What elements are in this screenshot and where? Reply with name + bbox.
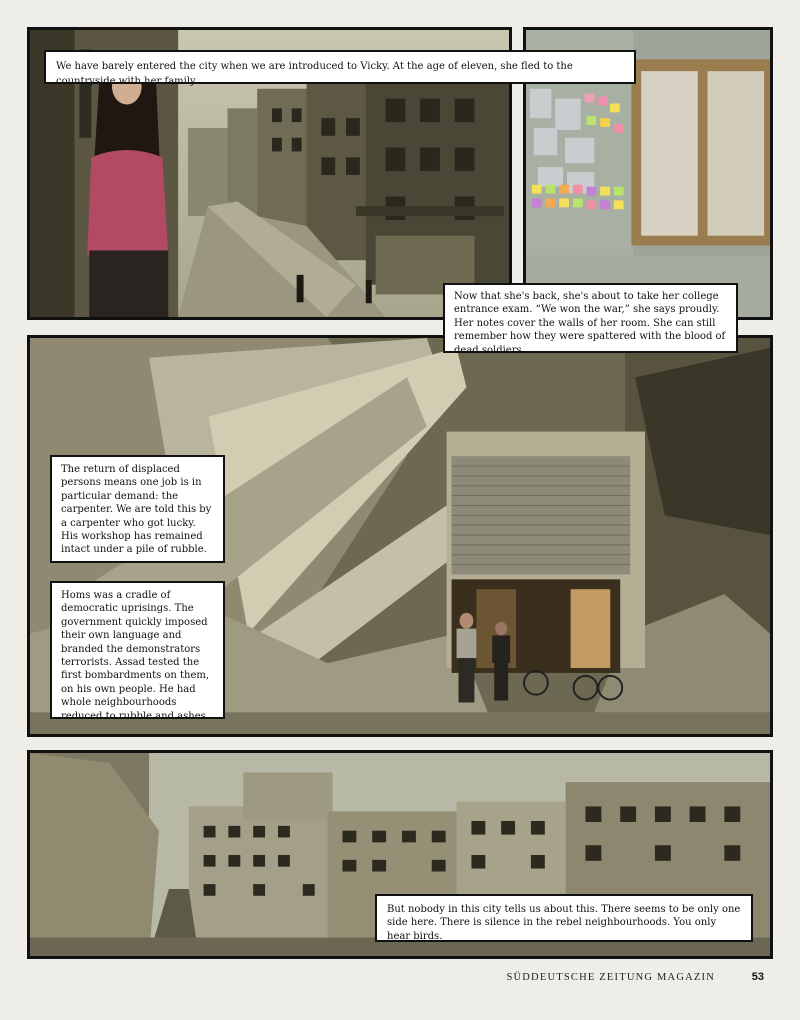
caption-carpenter: The return of displaced persons means one job is in particular demand: the carpenter. We are told this by a carpenter who got lucky. His workshop has remained intact under a pile of rubble. xyxy=(50,455,225,563)
caption-college-exam: Now that she's back, she's about to take her college entrance exam. “We won the war,” she says proudly. Her notes cover the walls of her room. She can still remember how they were spattered with the blood of dead soldiers. xyxy=(443,283,738,353)
panel-vicky-street xyxy=(27,27,573,320)
caption-vicky-intro: We have barely entered the city when we are introduced to Vicky. At the age of eleven, she fled to the countryside with her family. xyxy=(44,50,636,84)
caption-rebel-silence: But nobody in this city tells us about this. There seems to be only one side here. There is silence in the rebel neighbourhoods. You only hear birds. xyxy=(375,894,753,942)
panel-ruined-skyline xyxy=(27,750,773,959)
panel-carpenter-workshop xyxy=(27,335,773,737)
page-footer xyxy=(0,972,800,992)
page-number: 53 xyxy=(751,971,764,983)
magazine-name: SÜDDEUTSCHE ZEITUNG MAGAZIN xyxy=(506,972,715,983)
caption-homs-uprisings: Homs was a cradle of democratic uprisings. The government quickly imposed their own language and branded the demonstrators terrorists. Assad tested the first bombardments on them, on his own people. He had whole neighbourhoods reduced to rubble and ashes. xyxy=(50,581,225,719)
